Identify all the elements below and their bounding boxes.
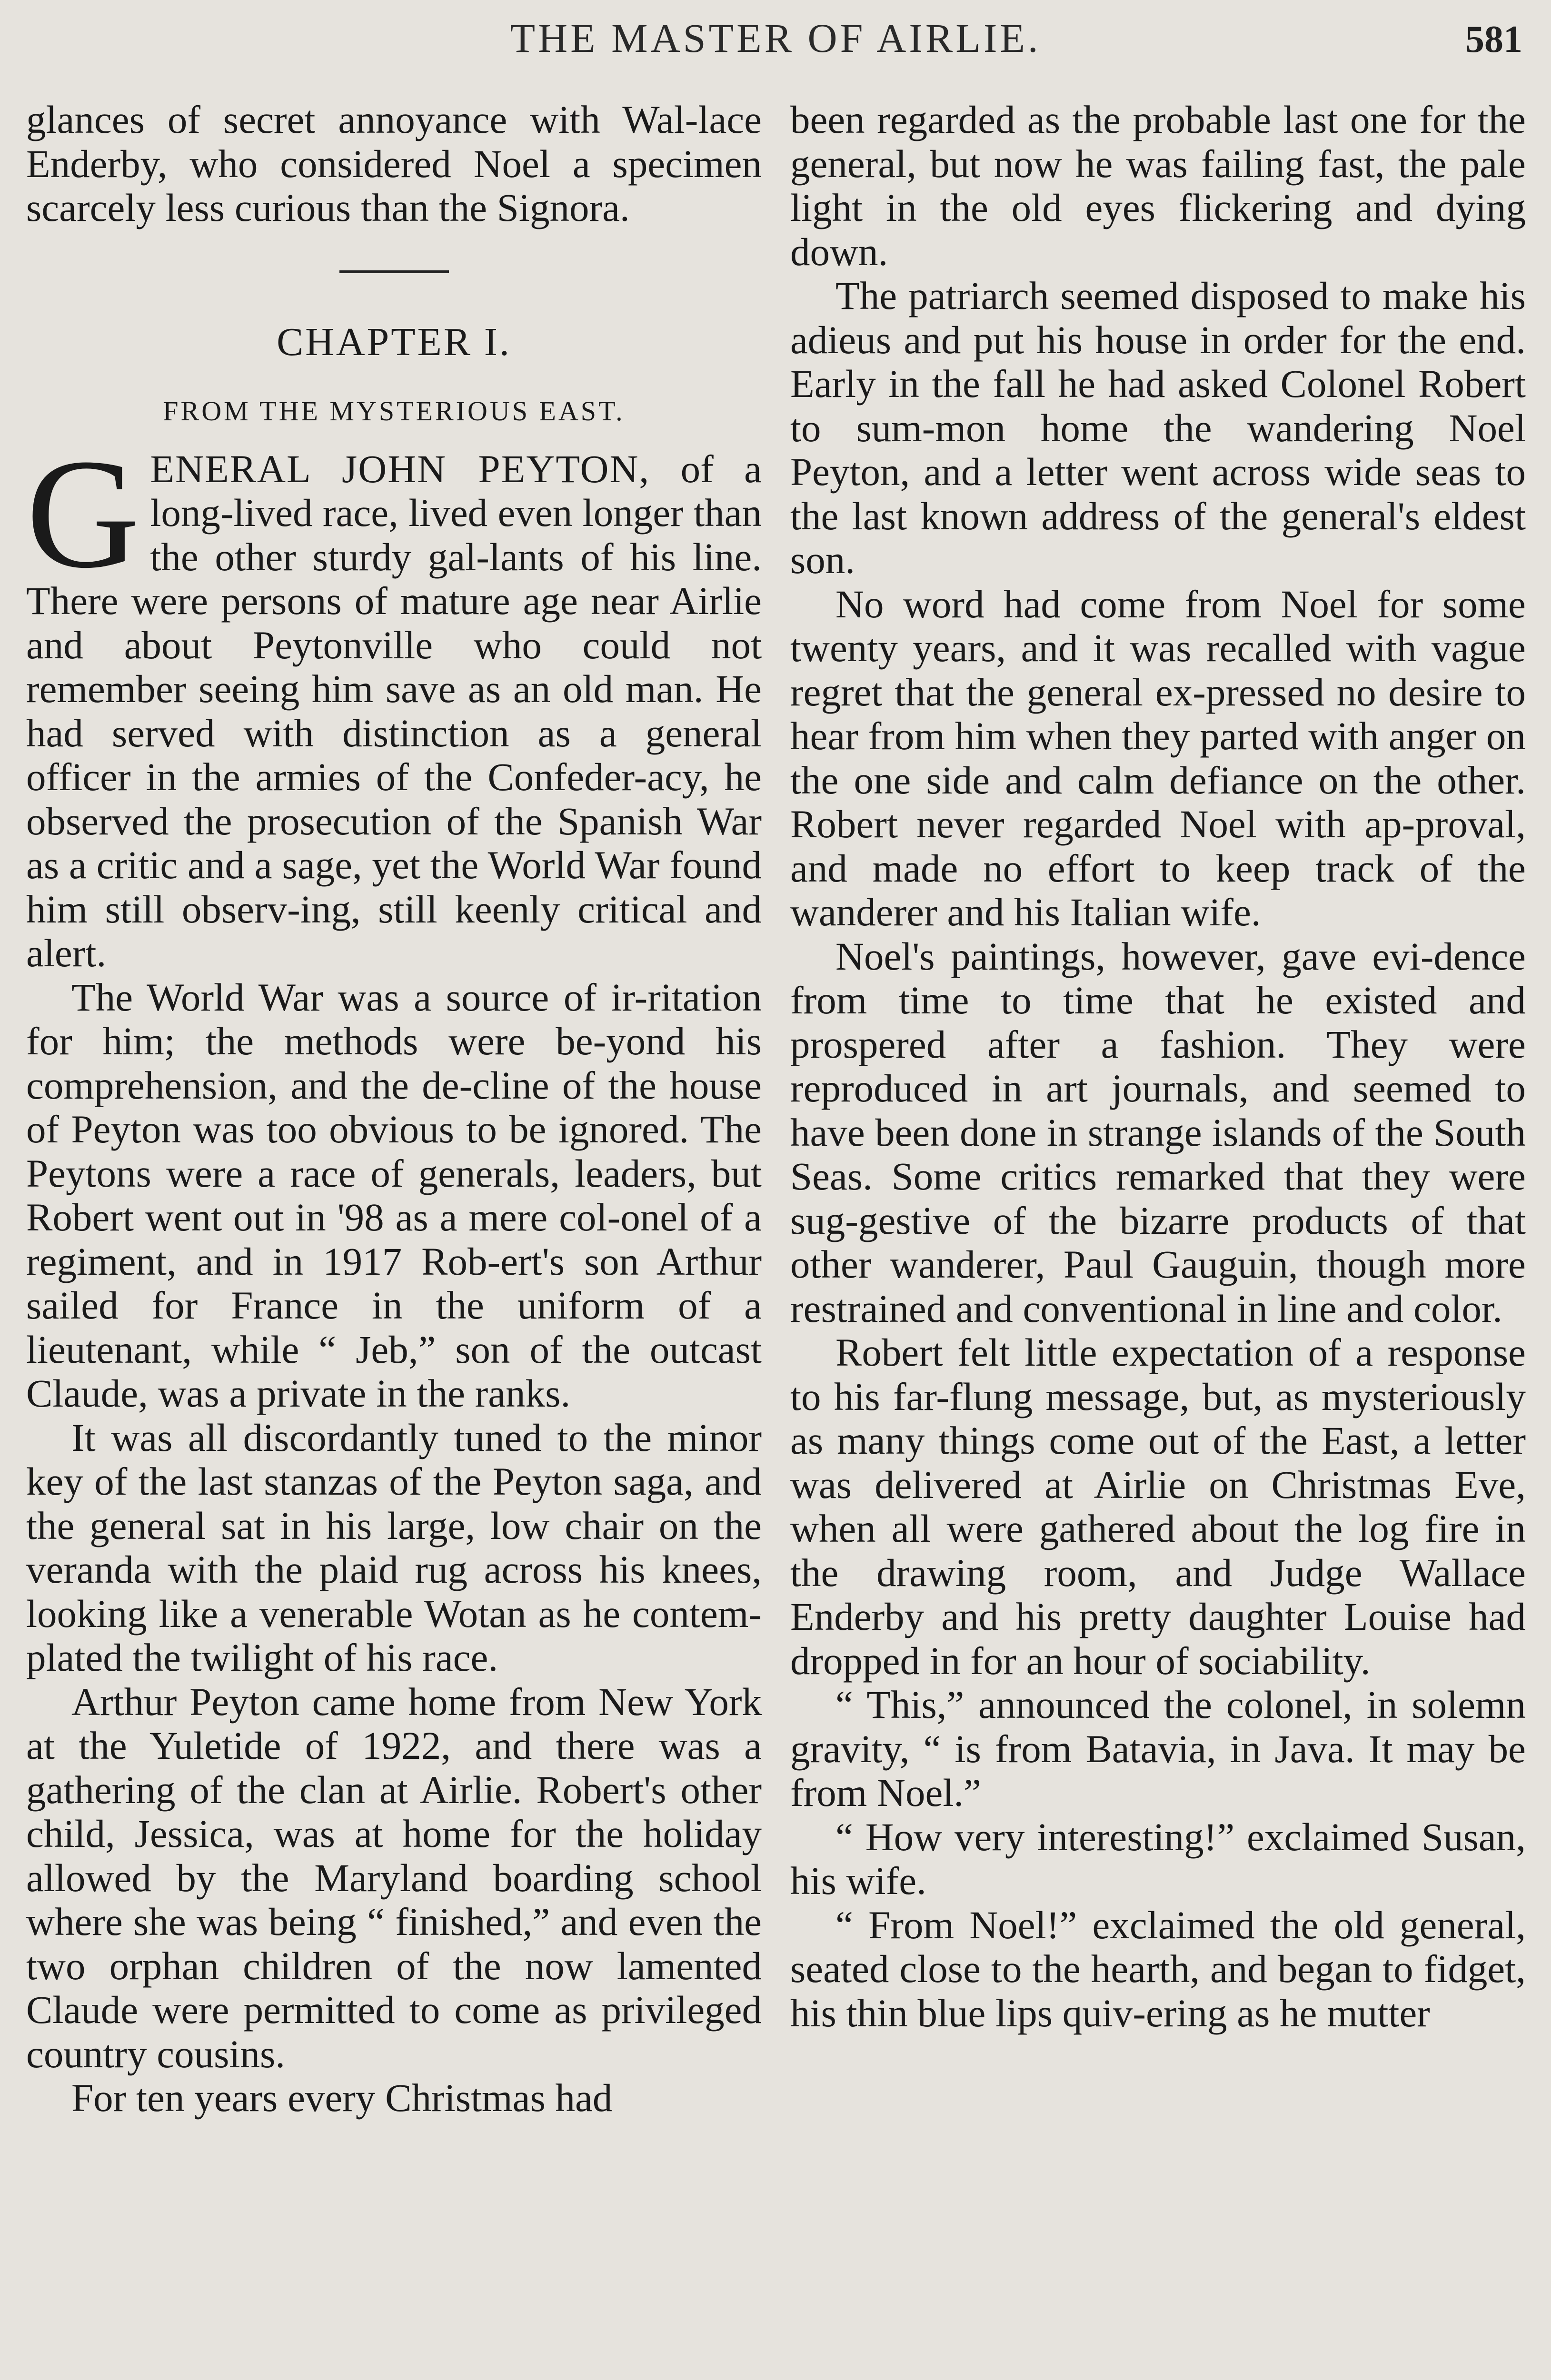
left-column [26,98,762,2120]
opening-paragraph-text: of a long-lived race, lived even longer than the other sturdy gal-lants of his line. There were persons of mature age near Airlie and about Peytonville who could not remember seeing him save as an old man. He had served with distinction as a general officer in the armies of the Confeder-acy, he observed the prosecution of the Spanish War as a critic and a sage, yet the World War found him still observ-ing, still keenly critical and alert. [26,446,762,975]
paragraph: Robert felt little expectation of a response to his far-flung message, but, as mysteriously as many things come out of the East, a letter was delivered at Airlie on Christmas Eve, when all were gathered about the log fire in the drawing room, and Judge Wallace Enderby and his pretty daughter Louise had dropped in for an hour of sociability. [790,1330,1526,1683]
paragraph: The World War was a source of ir-ritation for him; the methods were be-yond his comprehension, and the de-cline of the house of Peyton was too obvious to be ignored. The Peytons were a race of generals, leaders, but Robert went out in '98 as a mere col-onel of a regiment, and in 1917 Rob-ert's son Arthur sailed for France in the uniform of a lieutenant, while “ Jeb,” son of the outcast Claude, was a private in the ranks. [26,975,762,1415]
paragraph: Arthur Peyton came home from New York at the Yuletide of 1922, and there was a gathering of the clan at Airlie. Robert's other child, Jessica, was at home for the holiday allowed by the Maryland boarding school where she was being “ finished,” and even the two orphan children of the now lamented Claude were permitted to come as privileged country cousins. [26,1679,762,2076]
paragraph: “ From Noel!” exclaimed the old general, seated close to the hearth, and began to fidget, his thin blue lips quiv-ering as he mutter [790,1903,1526,2035]
paragraph-continued: glances of secret annoyance with Wal-lace Enderby, who considered Noel a specimen scarcely less curious than the Signora. [26,98,762,229]
paragraph: No word had come from Noel for some twenty years, and it was recalled with vague regret that the general ex-pressed no desire to hear from him when they parted with anger on the one side and calm defiance on the other. Robert never regarded Noel with ap-proval, and made no effort to keep track of the wanderer and his Italian wife. [790,582,1526,934]
paragraph: For ten years every Christmas had [71,2076,613,2120]
paragraph: “ How very interesting!” exclaimed Susan, his wife. [790,1815,1526,1903]
page-number: 581 [1465,19,1522,60]
right-column [790,98,1526,2035]
running-title: THE MASTER OF AIRLIE. [510,15,1041,61]
paragraph: It was all discordantly tuned to the minor key of the last stanzas of the Peyton saga, and the general sat in his large, low chair on the veranda with the plaid rug across his knees, looking like a venerable Wotan as he contem-plated the twilight of his race. [26,1415,762,1679]
paragraph: The patriarch seemed disposed to make his adieus and put his house in order for the end. Early in the fall he had asked Colonel Robert to sum-mon home the wandering Noel Peyton, and a letter went across wide seas to the last known address of the general's eldest son. [790,274,1526,582]
paragraph: Noel's paintings, however, gave evi-dence from time to time that he existed and prospered after a fashion. They were reproduced in art journals, and seemed to have been done in strange islands of the South Seas. Some critics remarked that they were sug-gestive of the bizarre products of that other wanderer, Paul Gauguin, though more restrained and conventional in line and color. [790,934,1526,1330]
running-head [29,10,1522,67]
chapter-subtitle: FROM THE MYSTERIOUS EAST. [163,395,625,426]
drop-cap: G [26,426,140,601]
paragraph: “ This,” announced the colonel, in solemn gravity, “ is from Batavia, in Java. It may be from Noel.” [790,1683,1526,1815]
opening-words: ENERAL JOHN PEYTON, [150,446,650,491]
chapter-title: CHAPTER I. [277,319,511,364]
section-divider [339,270,449,273]
opening-paragraph [26,426,762,975]
paragraph-continued: been regarded as the probable last one for the general, but now he was failing fast, the pale light in the old eyes flickering and dying down. [790,98,1526,274]
